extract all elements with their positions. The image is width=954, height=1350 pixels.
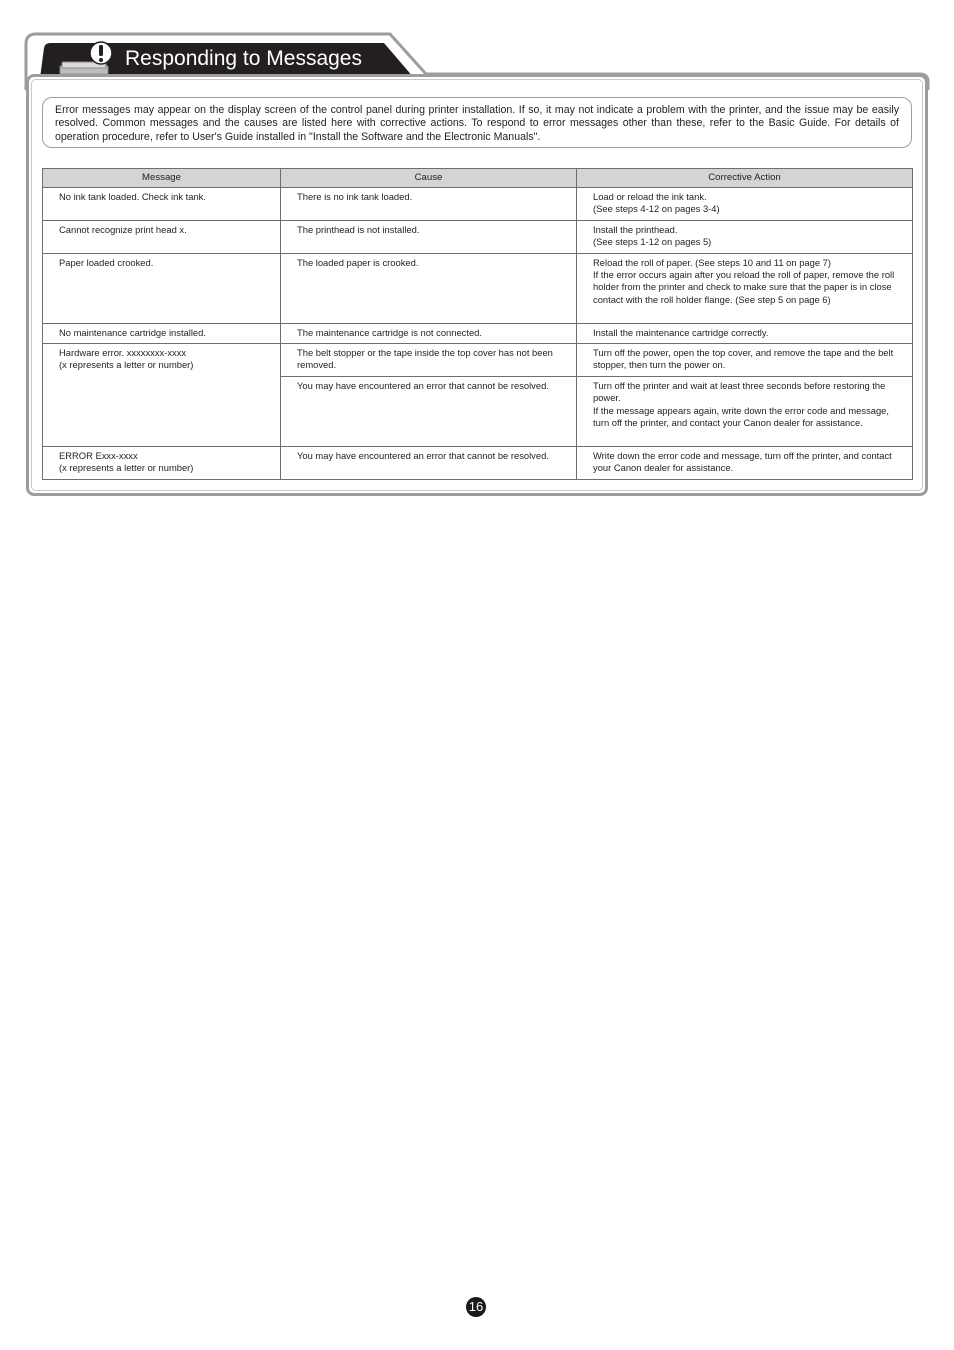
message-text: No maintenance cartridge installed. xyxy=(59,326,206,338)
message-note: (x represents a letter or number) xyxy=(59,462,194,474)
cause-cell xyxy=(281,446,577,479)
message-text: Hardware error. xxxxxxxx-xxxx xyxy=(59,347,187,359)
message-text: ERROR Exxx-xxxx xyxy=(59,449,138,461)
cause-text: You may have encountered an error that cannot be resolved. xyxy=(297,379,549,391)
action-text: Load or reload the ink tank. xyxy=(593,191,707,202)
cause-text: The printhead is not installed. xyxy=(297,223,420,235)
table-row xyxy=(43,344,913,377)
message-note: (x represents a letter or number) xyxy=(59,359,194,371)
cause-text: The belt stopper or the tape inside the top cover has not been removed. xyxy=(297,347,553,371)
message-text: No ink tank loaded. Check ink tank. xyxy=(59,191,206,202)
cause-cell xyxy=(281,323,577,343)
header-message: Message xyxy=(43,169,281,188)
table-row xyxy=(43,446,913,479)
action-text: If the message appears again, write down the error code and message, turn off the printer, and contact your Canon dealer for assistance. xyxy=(593,404,890,429)
action-cell xyxy=(577,220,913,253)
action-cell xyxy=(577,253,913,323)
action-text: If the error occurs again after you reload the roll of paper, remove the roll holder from the printer and check to make sure that the paper is in close contact with the roll holder flange. (See step 5 on page 6) xyxy=(593,269,895,305)
action-text: Install the maintenance cartridge correctly. xyxy=(593,326,769,338)
action-cell xyxy=(577,376,913,446)
header-corrective-action: Corrective Action xyxy=(577,169,913,188)
message-cell xyxy=(43,220,281,253)
page-number: 16 xyxy=(466,1297,486,1317)
cause-cell xyxy=(281,220,577,253)
message-cell xyxy=(43,344,281,447)
action-cell xyxy=(577,344,913,377)
message-cell xyxy=(43,253,281,323)
table-row xyxy=(43,188,913,221)
cause-cell xyxy=(281,188,577,221)
action-text: Write down the error code and message, turn off the printer, and contact your Canon dealer for assistance. xyxy=(593,449,892,474)
action-cell xyxy=(577,446,913,479)
action-text: Install the printhead. xyxy=(593,223,678,235)
page-title: Responding to Messages xyxy=(125,47,362,70)
table-row xyxy=(43,323,913,343)
cause-text: The maintenance cartridge is not connected. xyxy=(297,326,483,338)
action-text: Turn off the printer and wait at least three seconds before restoring the power. xyxy=(593,379,886,404)
cause-text: You may have encountered an error that cannot be resolved. xyxy=(297,449,549,461)
message-text: Paper loaded crooked. xyxy=(59,256,154,268)
header-cause: Cause xyxy=(281,169,577,188)
messages-table xyxy=(42,168,913,480)
cause-cell xyxy=(281,344,577,377)
cause-cell xyxy=(281,376,577,446)
table-row xyxy=(43,253,913,323)
action-text: (See steps 1-12 on pages 5) xyxy=(593,236,712,248)
action-text: Reload the roll of paper. (See steps 10 and 11 on page 7) xyxy=(593,256,832,268)
table-row xyxy=(43,220,913,253)
cause-text: The loaded paper is crooked. xyxy=(297,256,419,268)
action-text: Turn off the power, open the top cover, and remove the tape and the belt stopper, then turn the power on. xyxy=(593,347,894,371)
message-text: Cannot recognize print head x. xyxy=(59,223,187,235)
action-cell xyxy=(577,188,913,221)
intro-paragraph: Error messages may appear on the display screen of the control panel during printer installation. If so, it may not indicate a problem with the printer, and the issue may be easily resolved. Common messages and the causes are listed here with corrective actions. To respond to error messages other than these, refer to the Basic Guide. For details of operation procedure, refer to User's Guide installed in "Install the Software and the Electronic Manuals". xyxy=(42,97,912,148)
message-cell xyxy=(43,323,281,343)
table-header-row xyxy=(43,169,913,188)
cause-text: There is no ink tank loaded. xyxy=(297,191,413,202)
action-text: (See steps 4-12 on pages 3-4) xyxy=(593,203,720,215)
message-cell xyxy=(43,446,281,479)
message-cell xyxy=(43,188,281,221)
cause-cell xyxy=(281,253,577,323)
action-cell xyxy=(577,323,913,343)
